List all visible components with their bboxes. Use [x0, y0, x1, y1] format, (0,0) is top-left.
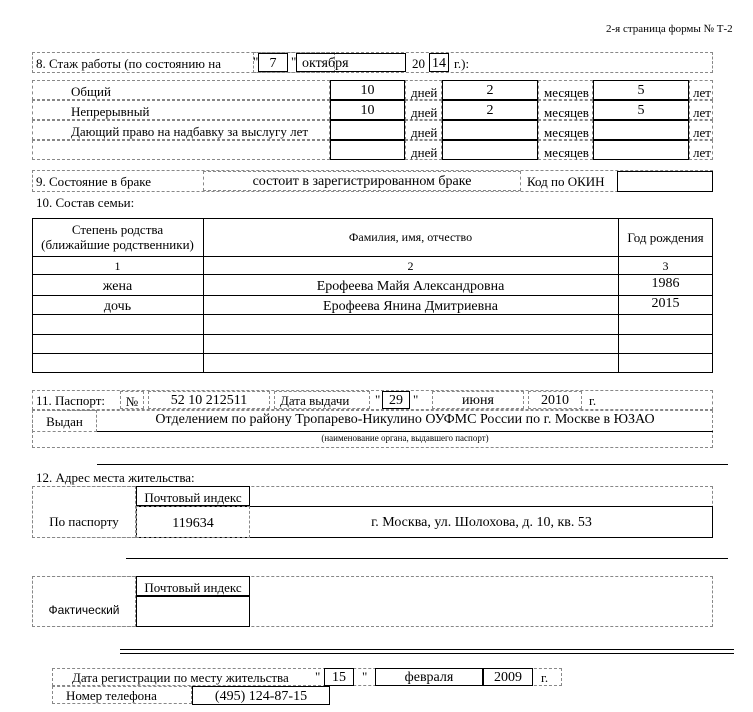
- experience-months-unit: месяцев: [538, 120, 593, 140]
- experience-days-field[interactable]: 10: [330, 100, 405, 120]
- address-actual-label: Фактический: [48, 603, 120, 617]
- passport-day-field[interactable]: 29: [382, 391, 410, 409]
- experience-years-field[interactable]: [593, 120, 689, 140]
- experience-title: 8. Стаж работы (по состоянию на: [36, 56, 221, 71]
- experience-years-unit: лет: [689, 100, 713, 120]
- address-passport-index-field[interactable]: 119634: [136, 506, 250, 538]
- family-relation-cell[interactable]: дочь: [103, 298, 132, 314]
- address-actual-postal-label: Почтовый индекс: [136, 576, 250, 596]
- passport-issue-label: Дата выдачи: [280, 393, 350, 408]
- passport-year-field[interactable]: 2010: [528, 391, 582, 409]
- experience-month-field[interactable]: октября: [296, 53, 406, 72]
- phone-field[interactable]: (495) 124-87-15: [192, 686, 330, 705]
- passport-year-unit: г.: [589, 393, 597, 408]
- family-col2-header: Фамилия, имя, отчество: [348, 230, 473, 244]
- experience-days-field[interactable]: [330, 120, 405, 140]
- experience-year-unit: г.):: [454, 56, 470, 71]
- okin-code-field[interactable]: [617, 171, 713, 192]
- experience-year-prefix: 20: [412, 56, 425, 71]
- quote-close: ": [362, 669, 368, 684]
- experience-row-label: Дающий право на надбавку за выслугу лет: [32, 120, 330, 140]
- experience-days-unit: дней: [405, 80, 442, 100]
- family-col1-subheader: (ближайшие родственники): [41, 237, 194, 252]
- experience-row-label: [32, 140, 330, 160]
- experience-years-field[interactable]: [593, 140, 689, 160]
- family-year-cell[interactable]: 1986: [651, 276, 680, 291]
- passport-month-field[interactable]: июня: [432, 391, 524, 409]
- experience-months-unit: месяцев: [538, 100, 593, 120]
- experience-months-unit: месяцев: [538, 140, 593, 160]
- registration-year-unit: г.: [541, 670, 549, 685]
- address-actual-index-field[interactable]: [136, 596, 250, 627]
- family-num-1: 1: [114, 259, 121, 273]
- family-relation-cell[interactable]: жена: [102, 279, 133, 294]
- passport-label: 11. Паспорт:: [36, 393, 106, 408]
- family-header-rule: [32, 256, 713, 257]
- family-row-rule: [32, 334, 713, 335]
- experience-days-unit: дней: [405, 140, 442, 160]
- experience-months-field[interactable]: [442, 120, 538, 140]
- experience-months-field[interactable]: 2: [442, 80, 538, 100]
- experience-days-unit: дней: [405, 120, 442, 140]
- family-row-rule: [32, 295, 713, 296]
- experience-day-field[interactable]: 7: [258, 53, 288, 72]
- experience-days-field[interactable]: 10: [330, 80, 405, 100]
- marital-label: 9. Состояние в браке: [36, 174, 151, 189]
- address-underline: [126, 558, 728, 559]
- family-year-cell[interactable]: 2015: [651, 295, 680, 311]
- phone-label: Номер телефона: [66, 688, 157, 703]
- address-actual-address-field[interactable]: [250, 596, 713, 627]
- address-title: 12. Адрес места жительства:: [36, 470, 195, 485]
- quote-open: ": [253, 54, 259, 69]
- registration-label: Дата регистрации по месту жительства: [72, 670, 289, 685]
- experience-years-unit: лет: [689, 140, 713, 160]
- experience-row-label: Общий: [32, 80, 330, 100]
- quote-open: ": [315, 669, 321, 684]
- okin-label: Код по ОКИН: [527, 174, 605, 189]
- experience-months-field[interactable]: [442, 140, 538, 160]
- quote-close: ": [413, 392, 419, 407]
- registration-day-field[interactable]: 15: [324, 668, 354, 686]
- address-postal-label: Почтовый индекс: [136, 486, 250, 506]
- marital-status-field[interactable]: состоит в зарегистрированном браке: [203, 171, 521, 191]
- family-num-rule: [32, 274, 713, 275]
- experience-years-field[interactable]: 5: [593, 80, 689, 100]
- issued-by-caption: (наименование органа, выдавшего паспорт): [321, 433, 489, 443]
- passport-underline: [97, 464, 728, 465]
- registration-month-field[interactable]: февраля: [375, 668, 483, 686]
- address-actual-label-cell: [32, 576, 136, 627]
- family-col3-header: Год рождения: [627, 230, 704, 245]
- experience-days-field[interactable]: [330, 140, 405, 160]
- experience-years-unit: лет: [689, 80, 713, 100]
- family-row-rule: [32, 314, 713, 315]
- family-title: 10. Состав семьи:: [36, 195, 135, 210]
- experience-years-field[interactable]: 5: [593, 100, 689, 120]
- quote-open: ": [375, 392, 381, 407]
- address-passport-label: По паспорту: [49, 514, 119, 529]
- family-num-2: 2: [407, 259, 414, 273]
- issued-label: Выдан: [46, 414, 83, 429]
- experience-row-label: Непрерывный: [32, 100, 330, 120]
- quote-close: ": [291, 54, 297, 69]
- experience-years-unit: лет: [689, 120, 713, 140]
- family-num-3: 3: [662, 259, 669, 273]
- experience-days-unit: дней: [405, 100, 442, 120]
- experience-months-unit: месяцев: [538, 80, 593, 100]
- passport-number-field[interactable]: 52 10 212511: [148, 391, 270, 409]
- address-passport-label-cell: [32, 486, 136, 538]
- family-col1-header: Степень родства: [71, 222, 164, 237]
- family-name-cell[interactable]: Ерофеева Янина Дмитриевна: [323, 298, 498, 314]
- experience-months-field[interactable]: 2: [442, 100, 538, 120]
- registration-year-field[interactable]: 2009: [483, 668, 533, 686]
- page-label: 2-я страница формы № Т-2: [606, 23, 733, 35]
- double-rule: [120, 649, 734, 654]
- experience-year-field[interactable]: 14: [429, 53, 449, 72]
- family-name-cell[interactable]: Ерофеева Майя Александровна: [316, 279, 505, 294]
- address-passport-address-field[interactable]: г. Москва, ул. Шолохова, д. 10, кв. 53: [371, 515, 592, 530]
- family-row-rule: [32, 353, 713, 354]
- issued-by-field[interactable]: Отделением по району Тропарево-Никулино ОУФМС России по г. Москве в ЮЗАО: [97, 410, 713, 432]
- passport-num-sign: №: [120, 391, 144, 409]
